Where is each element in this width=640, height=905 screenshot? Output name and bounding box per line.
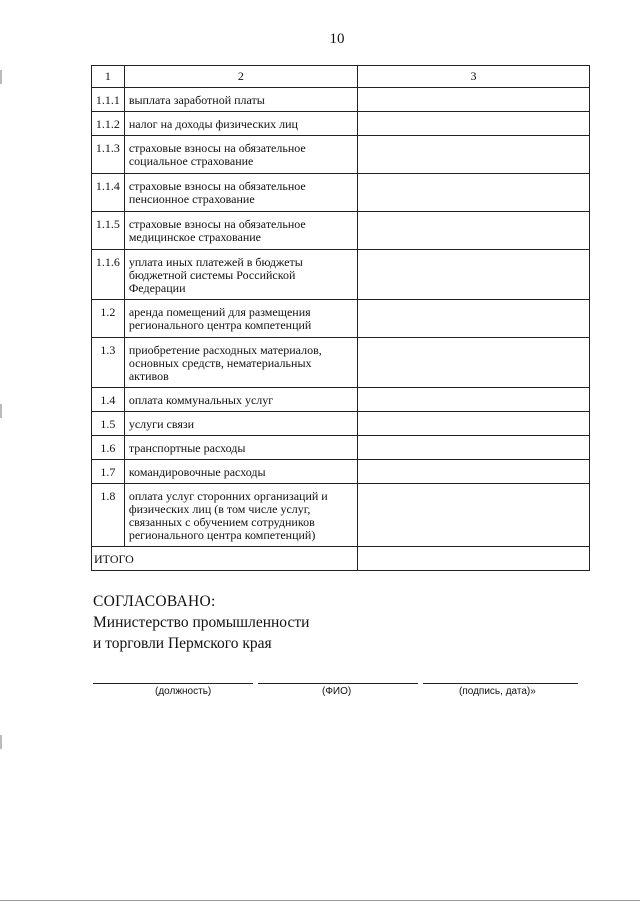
row-description: командировочные расходы [124, 460, 357, 484]
table-row [92, 250, 590, 300]
header-col-2: 2 [124, 66, 357, 88]
row-value [357, 388, 589, 412]
table-header-row [92, 66, 590, 88]
row-number: 1.1.6 [92, 250, 125, 300]
row-value [357, 436, 589, 460]
position-caption: (должность) [155, 686, 212, 697]
agreement-block [93, 591, 309, 654]
row-description: транспортные расходы [124, 436, 357, 460]
header-col-3: 3 [357, 66, 589, 88]
table-row [92, 174, 590, 212]
table-row [92, 300, 590, 338]
row-number: 1.8 [92, 484, 125, 547]
row-number: 1.1.1 [92, 88, 125, 112]
row-number: 1.4 [92, 388, 125, 412]
row-description: страховые взносы на обязательное социальное страхование [124, 136, 357, 174]
table-row [92, 436, 590, 460]
row-value [357, 338, 589, 388]
table-row [92, 484, 590, 547]
scan-edge-mark [0, 735, 2, 749]
header-col-1: 1 [92, 66, 125, 88]
agreement-heading: СОГЛАСОВАНО: [93, 593, 216, 610]
total-label: ИТОГО [92, 547, 358, 571]
row-value [357, 174, 589, 212]
row-value [357, 88, 589, 112]
row-value [357, 212, 589, 250]
row-number: 1.1.4 [92, 174, 125, 212]
row-description: налог на доходы физических лиц [124, 112, 357, 136]
table-row [92, 388, 590, 412]
row-description: оплата коммунальных услуг [124, 388, 357, 412]
row-description: оплата услуг сторонних организаций и физических лиц (в том числе услуг, связанных с обучением сотрудников регионального центра компетенций) [124, 484, 357, 547]
position-line [93, 683, 253, 684]
name-caption: (ФИО) [322, 686, 352, 697]
row-number: 1.7 [92, 460, 125, 484]
row-description: выплата заработной платы [124, 88, 357, 112]
row-value [357, 250, 589, 300]
row-value [357, 300, 589, 338]
row-value [357, 112, 589, 136]
agreement-line-1: Министерство промышленности [93, 614, 310, 631]
row-number: 1.3 [92, 338, 125, 388]
scan-bottom-edge [0, 900, 640, 901]
page-number: 10 [329, 31, 345, 47]
row-description: приобретение расходных материалов, основных средств, нематериальных активов [124, 338, 357, 388]
total-value [357, 547, 589, 571]
row-description: страховые взносы на обязательное медицинское страхование [124, 212, 357, 250]
row-value [357, 460, 589, 484]
row-number: 1.5 [92, 412, 125, 436]
scan-edge-mark [0, 404, 2, 418]
row-description: услуги связи [124, 412, 357, 436]
signature-caption: (подпись, дата)» [459, 686, 536, 697]
signature-line [423, 683, 578, 684]
total-row [92, 547, 590, 571]
row-number: 1.1.3 [92, 136, 125, 174]
row-value [357, 484, 589, 547]
row-value [357, 412, 589, 436]
row-description: уплата иных платежей в бюджеты бюджетной системы Российской Федерации [124, 250, 357, 300]
table-row [92, 460, 590, 484]
row-number: 1.2 [92, 300, 125, 338]
row-description: аренда помещений для размещения регионального центра компетенций [124, 300, 357, 338]
table-row [92, 212, 590, 250]
name-line [258, 683, 418, 684]
table-row [92, 338, 590, 388]
agreement-line-2: и торговли Пермского края [93, 635, 272, 652]
row-number: 1.1.5 [92, 212, 125, 250]
table-row [92, 136, 590, 174]
row-value [357, 136, 589, 174]
row-number: 1.6 [92, 436, 125, 460]
scan-edge-mark [0, 70, 2, 84]
table-row [92, 112, 590, 136]
budget-table [91, 65, 590, 571]
table-row [92, 412, 590, 436]
row-description: страховые взносы на обязательное пенсионное страхование [124, 174, 357, 212]
row-number: 1.1.2 [92, 112, 125, 136]
table-row [92, 88, 590, 112]
